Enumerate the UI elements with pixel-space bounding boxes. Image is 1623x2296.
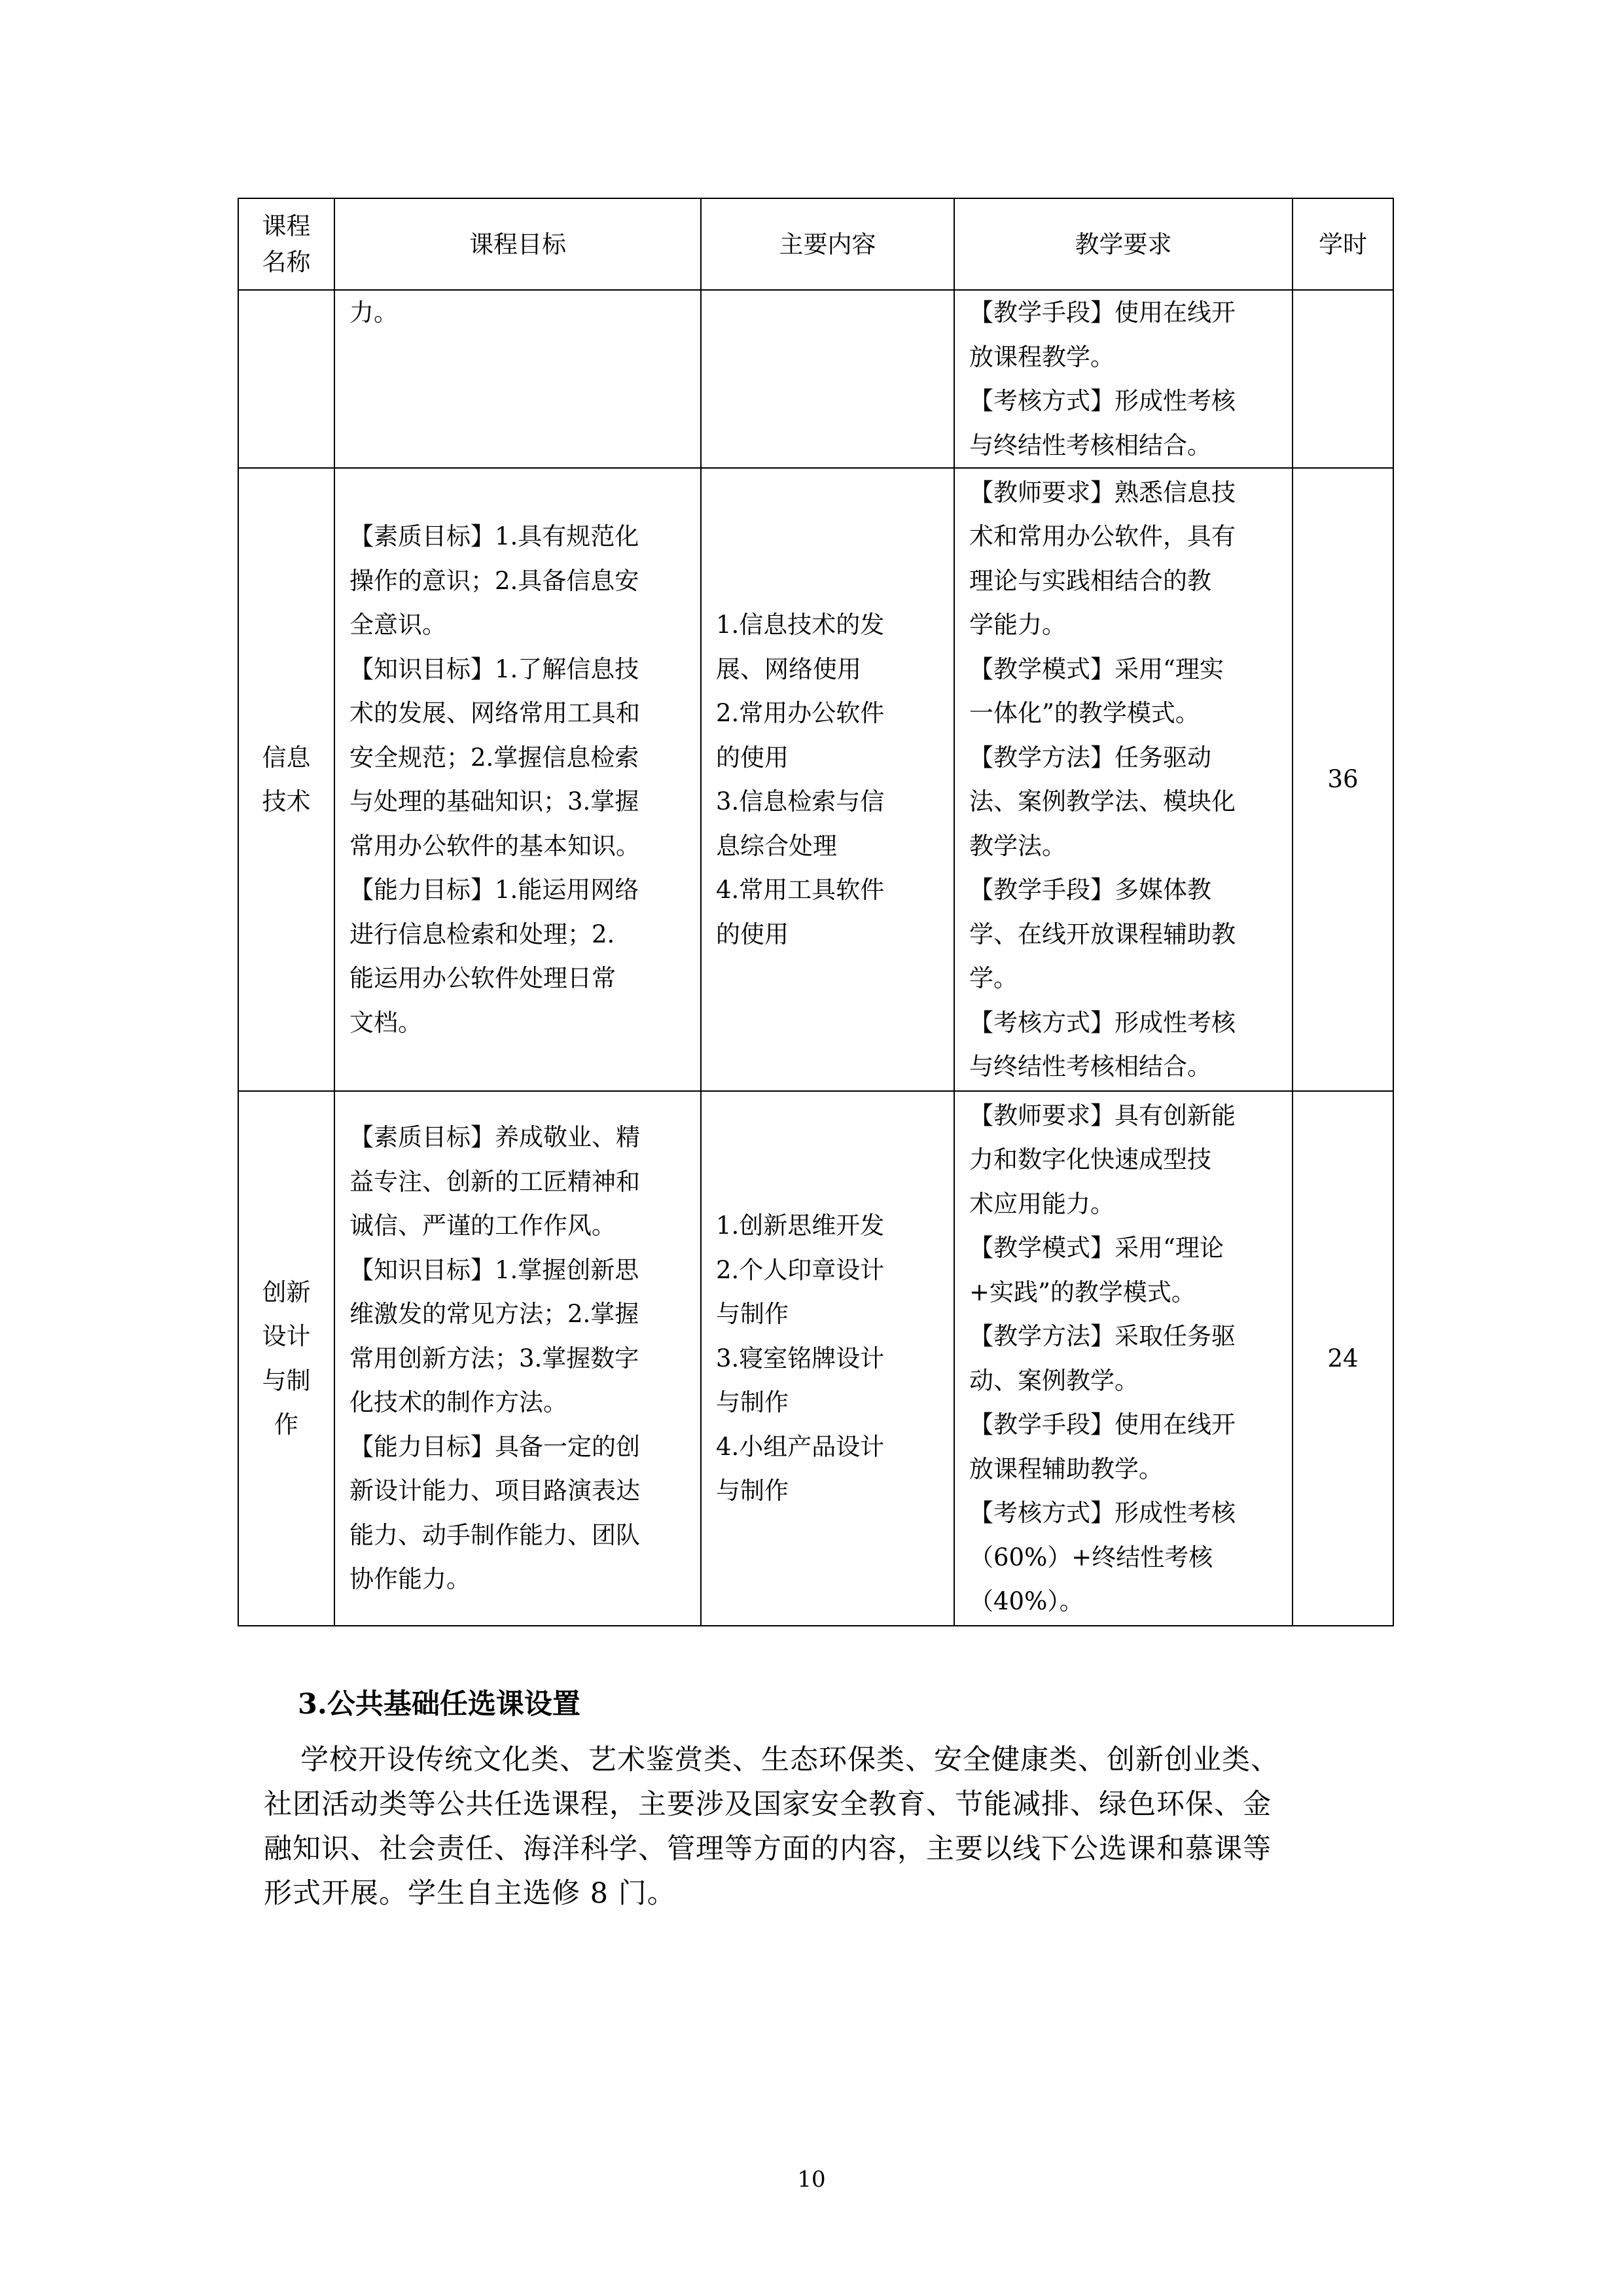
course-goal-cell: 力。: [334, 290, 701, 468]
paragraph-line: 形式开展。学生自主选修 8 门。: [264, 1877, 676, 1910]
course-table: [238, 198, 1394, 1626]
table-row: [238, 290, 1393, 468]
table-header-row: [238, 198, 1393, 290]
header-teaching-requirement: 教学要求: [954, 198, 1293, 290]
course-goal-cell: 【素质目标】养成敬业、精 益专注、创新的工匠精神和 诚信、严谨的工作作风。 【知识目标】1.掌握创新思 维激发的常见方法；2.掌握 常用创新方法；3.掌握数字 化技术的制作方法。 【能力目标】具备一定的创 新设计能力、项目路演表达 能力、动手制作能力、团队 协作能力。: [334, 1091, 701, 1626]
teaching-requirement-cell: 【教学手段】使用在线开 放课程教学。 【考核方式】形成性考核 与终结性考核相结合。: [954, 290, 1293, 468]
teaching-requirement-cell: 【教师要求】熟悉信息技 术和常用办公软件，具有 理论与实践相结合的教 学能力。 【教学模式】采用“理实 一体化”的教学模式。 【教学方法】任务驱动 法、案例教学法、模块化 教学法。 【教学手段】多媒体教 学、在线开放课程辅助教 学。 【考核方式】形成性考核 与终结性考核相结合。: [954, 468, 1293, 1091]
header-course-goal: 课程目标: [334, 198, 701, 290]
body-paragraph: [264, 1738, 1396, 1916]
table-row: [238, 1091, 1393, 1626]
main-content-cell: [701, 290, 954, 468]
page-number: 10: [797, 2166, 826, 2193]
course-name-cell: [238, 290, 334, 468]
paragraph-line: 社团活动类等公共任选课程，主要涉及国家安全教育、节能减排、绿色环保、金: [264, 1788, 1272, 1821]
main-content-cell: 1.创新思维开发 2.个人印章设计 与制作 3.寝室铭牌设计 与制作 4.小组产品设计 与制作: [701, 1091, 954, 1626]
table-row: [238, 468, 1393, 1091]
hours-cell: 36: [1293, 468, 1393, 1091]
course-name-cell: 信息 技术: [238, 468, 334, 1091]
main-content-cell: 1.信息技术的发 展、网络使用 2.常用办公软件 的使用 3.信息检索与信 息综合处理 4.常用工具软件 的使用: [701, 468, 954, 1091]
header-course-name: 课程 名称: [238, 198, 334, 290]
paragraph-line: 学校开设传统文化类、艺术鉴赏类、生态环保类、安全健康类、创新创业类、: [300, 1744, 1279, 1776]
course-goal-cell: 【素质目标】1.具有规范化 操作的意识；2.具备信息安 全意识。 【知识目标】1.了解信息技 术的发展、网络常用工具和 安全规范；2.掌握信息检索 与处理的基础知识；3.掌握 常用办公软件的基本知识。 【能力目标】1.能运用网络 进行信息检索和处理；2. 能运用办公软件处理日常 文档。: [334, 468, 701, 1091]
hours-cell: [1293, 290, 1393, 468]
course-name-cell: 创新 设计 与制 作: [238, 1091, 334, 1626]
header-hours: 学时: [1293, 198, 1393, 290]
header-main-content: 主要内容: [701, 198, 954, 290]
teaching-requirement-cell: 【教师要求】具有创新能 力和数字化快速成型技 术应用能力。 【教学模式】采用“理论 +实践”的教学模式。 【教学方法】采取任务驱 动、案例教学。 【教学手段】使用在线开 放课程辅助教学。 【考核方式】形成性考核 （60%）+终结性考核 （40%）。: [954, 1091, 1293, 1626]
section-heading: 3.公共基础任选课设置: [298, 1688, 580, 1721]
paragraph-line: 融知识、社会责任、海洋科学、管理等方面的内容，主要以线下公选课和慕课等: [264, 1833, 1272, 1865]
hours-cell: 24: [1293, 1091, 1393, 1626]
